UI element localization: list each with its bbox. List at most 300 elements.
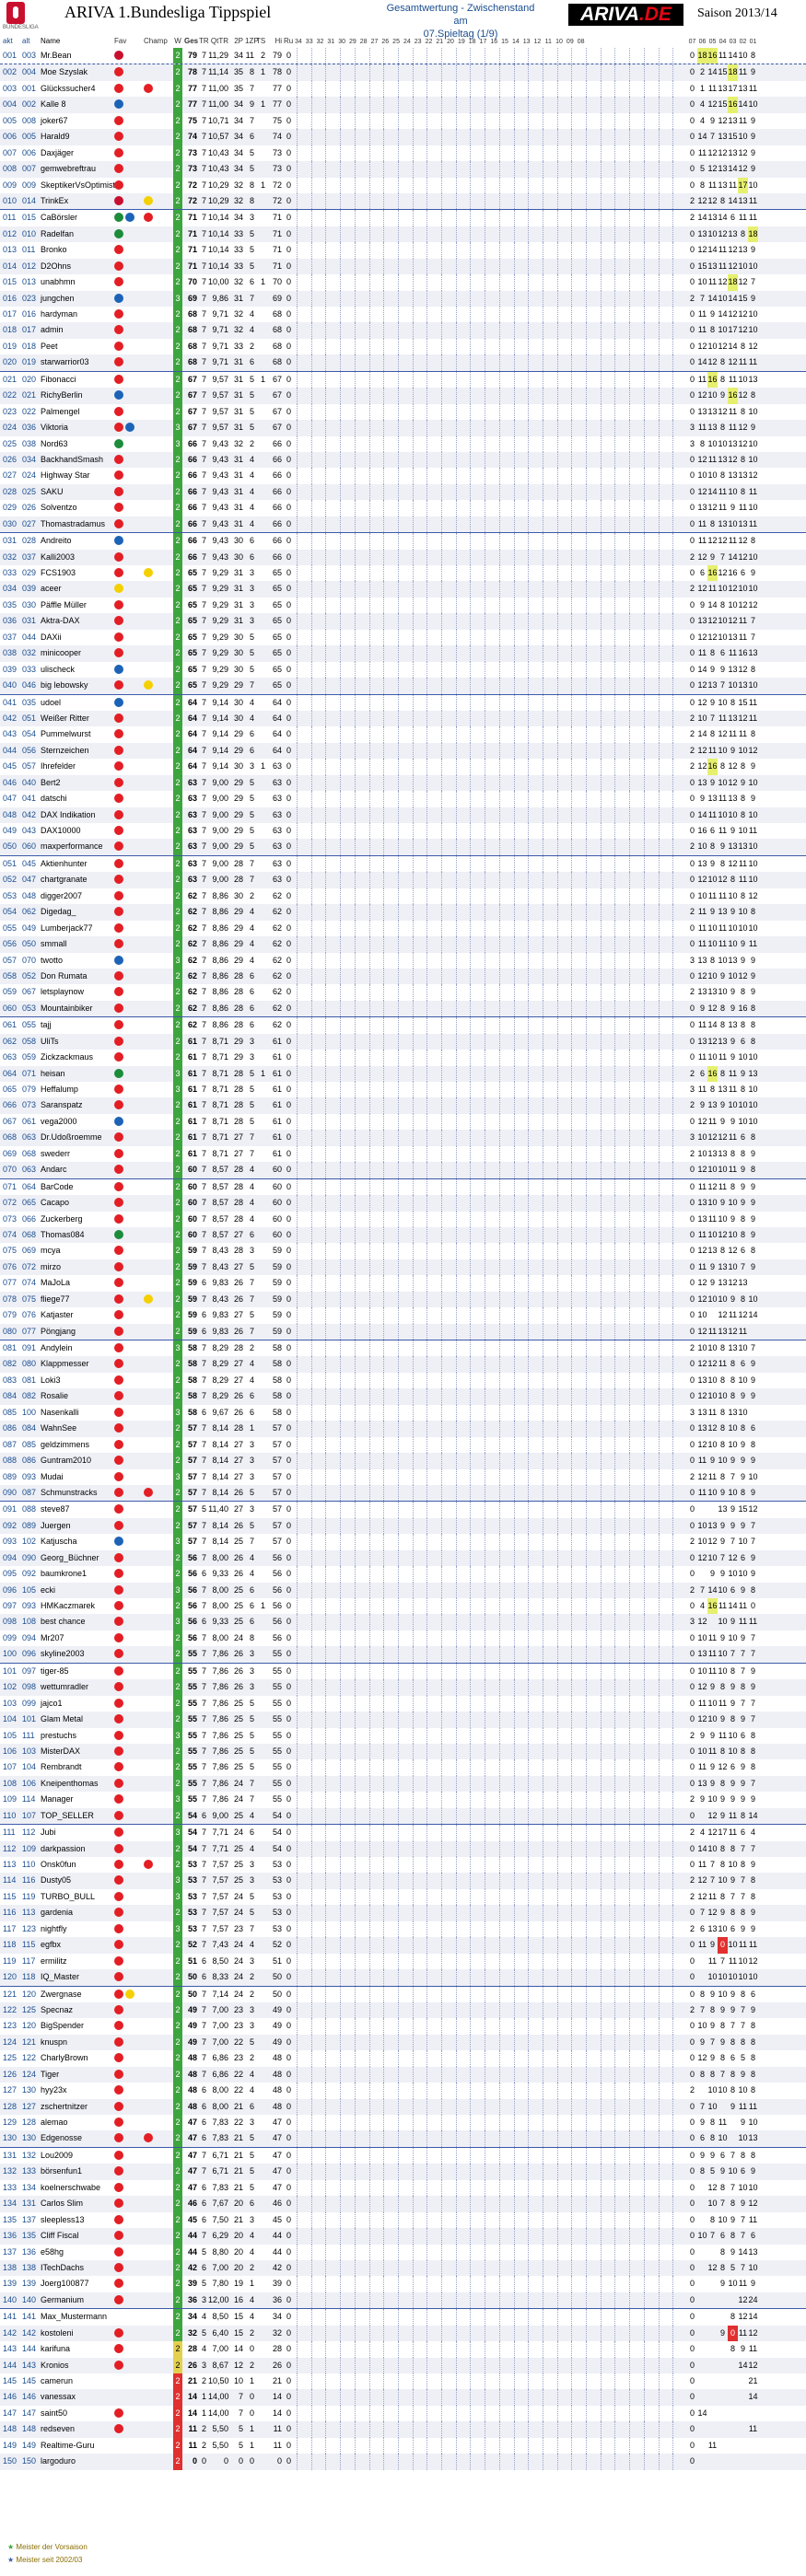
player-name-link[interactable]: RichyBerlin [41,388,112,403]
favorite-club-icons [114,1114,142,1130]
table-row[interactable] [0,598,806,613]
best-score: 62 [267,921,282,936]
history-gridline [369,856,370,872]
table-row[interactable] [0,1388,806,1404]
matchdays-played: 7 [199,113,206,129]
rank-previous: 017 [22,322,39,338]
table-row[interactable] [0,984,806,1000]
matchday-points [687,161,805,177]
player-name-link[interactable]: Mudai [41,1469,112,1485]
history-gridline [369,484,370,500]
history-gridline [355,1212,356,1227]
table-row[interactable] [0,307,806,322]
player-name-link[interactable]: CaBörsler [41,210,112,226]
history-area [293,1097,683,1113]
player-name-link[interactable]: Mr.Bean [41,48,112,64]
matchday-score: 13 [697,1195,707,1211]
history-gridline [311,1275,312,1291]
player-name-link[interactable]: Viktoria [41,420,112,435]
table-row[interactable] [0,743,806,759]
weekly-status-badge: 2 [173,178,182,193]
favorite-club-icons [114,193,142,209]
history-gridline [672,372,673,388]
history-gridline [514,354,515,370]
history-gridline [398,468,399,483]
player-name-link[interactable]: DAXii [41,630,112,645]
table-row[interactable] [0,1114,806,1130]
player-name-link[interactable]: Katjaster [41,1307,112,1323]
matchdays-played: 7 [199,1550,206,1566]
player-name-link[interactable]: Päffle Müller [41,598,112,613]
column-header-p1[interactable]: 1ZP [245,35,254,48]
column-header-name[interactable]: Name [41,35,112,48]
matchday-score: 12 [707,1356,718,1372]
table-row[interactable] [0,436,806,452]
table-row[interactable] [0,259,806,274]
player-name-link[interactable]: Loki3 [41,1373,112,1388]
table-row[interactable] [0,145,806,161]
matchday-score: 10 [748,1097,758,1113]
history-gridline [413,823,414,839]
player-name-link[interactable]: WahnSee [41,1421,112,1436]
history-gridline [614,145,615,161]
table-row[interactable] [0,354,806,370]
table-row[interactable] [0,404,806,420]
player-name-link[interactable]: Katjuscha [41,1534,112,1549]
column-header-alt[interactable]: alt [22,35,39,48]
table-row[interactable] [0,274,806,290]
table-row[interactable] [0,242,806,258]
history-gridline [383,1017,384,1033]
rank-current: 011 [3,210,19,226]
history-gridline [413,662,414,678]
table-row[interactable] [0,113,806,129]
player-name-link[interactable]: Mountainbiker [41,1001,112,1016]
history-gridline [383,145,384,161]
player-name-link[interactable]: D2Ohns [41,259,112,274]
player-name-link[interactable]: Bert2 [41,775,112,791]
matchday-score: 0 [687,484,697,500]
history-gridline [571,630,572,645]
table-row[interactable] [0,1097,806,1113]
best-score: 60 [267,1195,282,1211]
table-row[interactable] [0,904,806,920]
player-name-link[interactable]: geldzimmens [41,1437,112,1453]
player-name-link[interactable]: Nasenkalli [41,1405,112,1421]
player-name-link[interactable]: unabhmn [41,274,112,290]
history-gridline [470,388,471,403]
history-gridline [614,484,615,500]
table-row[interactable] [0,1356,806,1372]
table-row[interactable] [0,565,806,581]
history-area [293,550,683,565]
player-name-link[interactable]: Andarc [41,1162,112,1178]
history-gridline [614,307,615,322]
club-badge-icon [114,665,123,674]
table-row[interactable] [0,775,806,791]
table-row[interactable] [0,1373,806,1388]
table-row[interactable] [0,1178,806,1195]
history-gridline [297,1146,298,1162]
table-row[interactable] [0,759,806,774]
table-row[interactable] [0,791,806,806]
player-name-link[interactable]: datschi [41,791,112,806]
column-header-akt[interactable]: akt [3,35,19,48]
matchdays-played: 7 [199,1146,206,1162]
table-row[interactable] [0,1212,806,1227]
player-name-link[interactable]: Aktra-DAX [41,613,112,629]
history-gridline [426,436,427,452]
player-name-link[interactable]: FCS1903 [41,565,112,581]
history-area [293,1259,683,1275]
table-row[interactable] [0,1195,806,1211]
player-name-link[interactable]: Zickzackmaus [41,1050,112,1065]
player-name-link[interactable]: BackhandSmash [41,452,112,468]
matchday-score: 14 [728,339,738,354]
table-row[interactable] [0,1050,806,1065]
player-name-link[interactable]: Dr.Udoßroemme [41,1130,112,1145]
player-name-link[interactable]: Peet [41,339,112,354]
history-gridline [355,662,356,678]
matchday-score: 10 [748,307,758,322]
table-row[interactable] [0,48,806,64]
player-name-link[interactable]: Pummelwurst [41,726,112,742]
column-header-ru[interactable]: Ru [284,35,291,48]
player-name-link[interactable]: SkeptikerVsOptimist [41,178,112,193]
player-name-link[interactable]: Sternzeichen [41,743,112,759]
player-name-link[interactable]: aceer [41,581,112,597]
table-row[interactable] [0,550,806,565]
history-gridline [441,64,442,80]
history-gridline [644,404,645,420]
player-name-link[interactable]: Ihrefelder [41,759,112,774]
player-name-link[interactable]: big lebowsky [41,678,112,693]
column-header-h[interactable]: Hi [267,35,282,48]
history-gridline [456,436,457,452]
table-row[interactable] [0,468,806,483]
history-gridline [325,1130,326,1145]
player-name-link[interactable]: Radelfan [41,226,112,242]
player-name-link[interactable]: BarCode [41,1179,112,1195]
table-row[interactable] [0,1146,806,1162]
column-header-ges[interactable]: Ges [184,35,197,48]
matchday-score: 11 [748,936,758,952]
table-row[interactable] [0,839,806,854]
history-gridline [514,48,515,64]
table-row[interactable] [0,921,806,936]
player-name-link[interactable]: Thomas084 [41,1227,112,1243]
player-name-link[interactable]: Guntram2010 [41,1453,112,1468]
table-row[interactable] [0,371,806,388]
matchday-score: 0 [687,695,697,711]
player-name-link[interactable]: Juergen [41,1518,112,1534]
player-name-link[interactable]: Fibonacci [41,372,112,388]
player-name-link[interactable]: Zuckerberg [41,1212,112,1227]
player-name-link[interactable]: letsplaynow [41,984,112,1000]
history-gridline [441,145,442,161]
two-point-hits: 29 [230,726,243,742]
player-name-link[interactable]: Harald9 [41,129,112,145]
matchday-score: 10 [728,936,738,952]
table-row[interactable] [0,178,806,193]
rank-change: 0 [284,48,291,64]
player-name-link[interactable]: joker67 [41,113,112,129]
matchday-score: 10 [738,1340,748,1356]
table-row[interactable] [0,500,806,516]
player-name-link[interactable]: Lumberjack77 [41,921,112,936]
table-row[interactable] [0,193,806,209]
player-name-link[interactable]: fliege77 [41,1292,112,1307]
table-row[interactable] [0,855,806,872]
column-header-w[interactable]: W [173,35,182,48]
table-row[interactable] [0,613,806,629]
player-name-link[interactable]: Moe Szyslak [41,64,112,80]
player-name-link[interactable]: Palmengel [41,404,112,420]
player-name-link[interactable]: Pöngjang [41,1324,112,1340]
table-row[interactable] [0,81,806,97]
column-header-fav[interactable]: Fav [114,35,142,48]
table-row[interactable] [0,129,806,145]
column-header-champ[interactable]: Champ [144,35,171,48]
player-name-link[interactable]: Weißer Ritter [41,711,112,726]
player-name-link[interactable]: Heffalump [41,1082,112,1097]
player-name-link[interactable]: Kalle 8 [41,97,112,112]
table-row[interactable] [0,1162,806,1178]
table-row[interactable] [0,1307,806,1323]
total-points: 57 [184,1437,197,1453]
player-name-link[interactable]: Andreito [41,533,112,549]
player-name-link[interactable]: DAX10000 [41,823,112,839]
table-row[interactable] [0,291,806,307]
player-name-link[interactable]: Andylein [41,1340,112,1356]
table-row[interactable] [0,322,806,338]
table-row[interactable] [0,420,806,435]
player-name-link[interactable]: Daxjäger [41,145,112,161]
history-gridline [470,274,471,290]
table-row[interactable] [0,662,806,678]
history-gridline [659,81,660,97]
player-name-link[interactable]: vega2000 [41,1114,112,1130]
table-row[interactable] [0,711,806,726]
table-row[interactable] [0,1016,806,1033]
player-name-link[interactable]: steve87 [41,1502,112,1517]
player-name-link[interactable]: TrinkEx [41,193,112,209]
table-row[interactable] [0,1066,806,1082]
table-row[interactable] [0,645,806,661]
ariva-logo[interactable] [568,4,683,26]
two-point-hits: 30 [230,711,243,726]
history-gridline [383,388,384,403]
player-name-link[interactable]: gemwebreftrau [41,161,112,177]
table-row[interactable] [0,1243,806,1259]
player-name-link[interactable]: MaJoLa [41,1275,112,1291]
table-row[interactable] [0,694,806,711]
player-name-link[interactable]: UliTs [41,1034,112,1050]
matchday-score: 10 [728,1227,738,1243]
two-point-hits: 31 [230,598,243,613]
column-header-t[interactable]: TS [256,35,265,48]
player-name-link[interactable]: hardyman [41,307,112,322]
rank-current: 073 [3,1212,19,1227]
player-name-link[interactable]: Georg_Büchner [41,1550,112,1566]
history-gridline [601,372,602,388]
player-name-link[interactable]: chartgranate [41,872,112,888]
rank-change: 0 [284,1146,291,1162]
history-gridline [383,210,384,226]
player-name-link[interactable]: digger2007 [41,888,112,904]
table-row[interactable] [0,872,806,888]
best-score: 60 [267,1162,282,1178]
player-name-link[interactable]: Rosalie [41,1388,112,1404]
one-point-hits: 6 [245,1017,254,1033]
matchday-score: 12 [738,662,748,678]
player-name-link[interactable]: Don Rumata [41,969,112,984]
player-name-link[interactable]: mirzo [41,1259,112,1275]
table-row[interactable] [0,484,806,500]
player-name-link[interactable]: admin [41,322,112,338]
table-row[interactable] [0,1001,806,1016]
history-gridline [383,645,384,661]
table-row[interactable] [0,1259,806,1275]
table-row[interactable] [0,936,806,952]
table-row[interactable] [0,1340,806,1356]
table-row[interactable] [0,452,806,468]
table-row[interactable] [0,209,806,226]
table-row[interactable] [0,97,806,112]
player-name-link[interactable]: Bronko [41,242,112,258]
rank-change: 0 [284,1195,291,1211]
player-name-link[interactable]: Saranspatz [41,1097,112,1113]
table-row[interactable] [0,823,806,839]
one-point-hits: 5 [245,1114,254,1130]
table-row[interactable] [0,161,806,177]
player-name-link[interactable]: DAX Indikation [41,807,112,823]
history-gridline [297,1050,298,1065]
table-row[interactable] [0,516,806,532]
table-row[interactable] [0,1275,806,1291]
history-gridline [441,1050,442,1065]
history-gridline [297,484,298,500]
rank-change: 0 [284,1066,291,1082]
player-name-link[interactable]: Nord63 [41,436,112,452]
table-row[interactable] [0,969,806,984]
table-row[interactable] [0,1292,806,1307]
history-gridline [601,1050,602,1065]
history-gridline [601,388,602,403]
player-name-link[interactable]: mcya [41,1243,112,1259]
player-name-link[interactable]: Highway Star [41,468,112,483]
history-gridline [311,81,312,97]
history-gridline [383,193,384,209]
player-name-link[interactable]: Cacapo [41,1195,112,1211]
player-name-link[interactable]: Klappmesser [41,1356,112,1372]
history-gridline [340,759,341,774]
player-name-link[interactable]: starwarrior03 [41,354,112,370]
matchday-score: 8 [738,1146,748,1162]
two-point-hits: 32 [230,178,243,193]
best-score: 62 [267,1001,282,1016]
player-name-link[interactable]: Schmunstracks [41,1485,112,1501]
history-gridline [441,550,442,565]
best-score: 67 [267,404,282,420]
table-row[interactable] [0,888,806,904]
column-header-tr[interactable]: TR [199,35,206,48]
player-name-link[interactable]: SAKU [41,484,112,500]
table-row[interactable] [0,226,806,242]
table-row[interactable] [0,1227,806,1243]
table-row[interactable] [0,678,806,693]
table-row[interactable] [0,1130,806,1145]
points-per-matchday: 9,14 [208,759,228,774]
history-gridline [586,322,587,338]
player-name-link[interactable]: tajj [41,1017,112,1033]
player-name-link[interactable]: smmall [41,936,112,952]
history-gridline [426,678,427,693]
history-gridline [340,1146,341,1162]
history-gridline [355,1179,356,1195]
player-name-link[interactable]: Kalli2003 [41,550,112,565]
history-gridline [659,210,660,226]
history-gridline [659,1097,660,1113]
matchday-score: 16 [728,97,738,112]
matchday-score: 0 [687,307,697,322]
player-name-link[interactable]: Thomastradamus [41,516,112,532]
table-row[interactable] [0,388,806,403]
history-gridline [672,274,673,290]
table-row[interactable] [0,726,806,742]
player-name-link[interactable]: Glückssucher4 [41,81,112,97]
player-name-link[interactable]: maxperformance [41,839,112,854]
table-row[interactable] [0,581,806,597]
table-row[interactable] [0,1082,806,1097]
table-row[interactable] [0,532,806,549]
table-row[interactable] [0,1034,806,1050]
table-row[interactable] [0,339,806,354]
player-name-link[interactable]: minicooper [41,645,112,661]
history-gridline [672,984,673,1000]
column-header-qt[interactable]: QtTR [208,35,228,48]
history-gridline [369,1066,370,1082]
table-row[interactable] [0,1324,806,1340]
column-header-p2[interactable]: 2P [230,35,243,48]
two-point-hits: 27 [230,1502,243,1517]
table-row[interactable] [0,630,806,645]
favorite-club-icons [114,161,142,177]
player-name-link[interactable]: baumkrone1 [41,1566,112,1582]
player-name-link[interactable]: swederr [41,1146,112,1162]
player-name-link[interactable]: jungchen [41,291,112,307]
points-per-matchday: 8,86 [208,904,228,920]
history-gridline [311,1162,312,1178]
player-name-link[interactable]: Aktienhunter [41,856,112,872]
history-gridline [571,388,572,403]
player-name-link[interactable]: twotto [41,953,112,969]
table-row[interactable] [0,953,806,969]
player-name-link[interactable]: Digedag_ [41,904,112,920]
table-row[interactable] [0,64,806,80]
club-badge-icon [114,632,123,642]
player-name-link[interactable]: heisan [41,1066,112,1082]
history-gridline [557,1373,558,1388]
matchday-score: 9 [748,1550,758,1566]
one-point-hits: 5 [245,1097,254,1113]
player-name-link[interactable]: ulischeck [41,662,112,678]
player-name-link[interactable]: Solventzo [41,500,112,516]
table-row[interactable] [0,807,806,823]
history-gridline [369,613,370,629]
player-name-link[interactable]: udoel [41,695,112,711]
history-gridline [340,129,341,145]
